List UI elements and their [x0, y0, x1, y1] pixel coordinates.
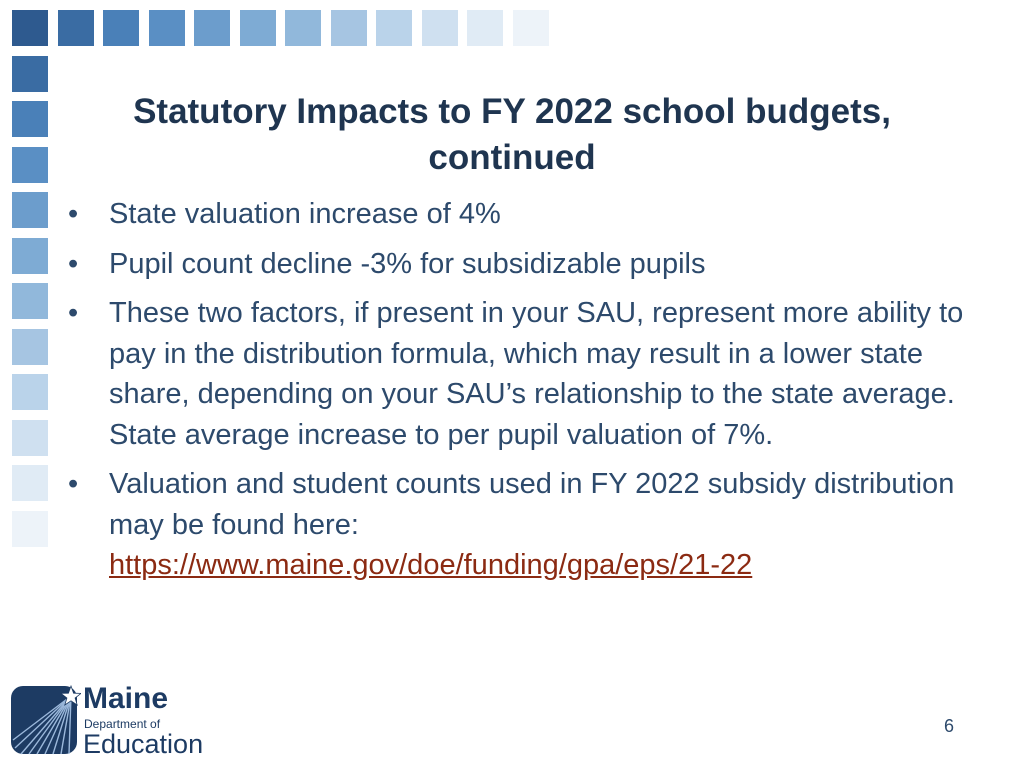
decor-square [513, 10, 549, 46]
decor-square [376, 10, 412, 46]
maine-doe-logo [11, 682, 231, 759]
bullet-item [68, 293, 988, 455]
decor-square [194, 10, 230, 46]
decor-square [12, 420, 48, 456]
decor-square [12, 374, 48, 410]
slide-title: Statutory Impacts to FY 2022 school budgets, continued [133, 92, 891, 178]
bullet-marker: • [68, 468, 79, 500]
bullet-marker: • [68, 297, 79, 329]
bullet-text: These two factors, if present in your SAU, represent more ability to pay in the distribution formula, which may result in a lower state share, depending on your SAU’s relationship to the state average. State average increase to per pupil valuation of 7%. [109, 297, 964, 451]
decor-square [240, 10, 276, 46]
bullet-text: Pupil count decline -3% for subsidizable pupils [109, 247, 706, 280]
decor-square [12, 238, 48, 274]
bullet-item [68, 194, 988, 235]
bullet-marker: • [68, 247, 79, 280]
decor-square [12, 511, 48, 547]
decor-square [331, 10, 367, 46]
star-rays-logo-icon [11, 684, 81, 756]
decor-square [103, 10, 139, 46]
bullet-text: State valuation increase of 4% [109, 198, 501, 230]
decor-square [12, 192, 48, 228]
decor-square [149, 10, 185, 46]
decor-square [58, 10, 94, 46]
logo-line-department: Department of [84, 717, 161, 731]
funding-data-link[interactable]: https://www.maine.gov/doe/funding/gpa/eps/21-22 [109, 549, 753, 581]
decor-square [12, 147, 48, 183]
decor-square [12, 10, 48, 46]
decor-square [12, 465, 48, 501]
decor-square [12, 101, 48, 137]
logo-line-education: Education [83, 729, 204, 759]
decor-square [12, 56, 48, 92]
bullet-list [68, 194, 988, 595]
page-number: 6 [944, 716, 955, 736]
decor-square [285, 10, 321, 46]
bullet-text: Valuation and student counts used in FY 2022 subsidy distribution may be found here: [109, 468, 955, 541]
bullet-item [68, 244, 988, 285]
decor-square [422, 10, 458, 46]
decor-square [12, 283, 48, 319]
bullet-marker: • [68, 198, 79, 230]
decor-square [12, 329, 48, 365]
decor-square [467, 10, 503, 46]
bullet-item [68, 464, 988, 586]
logo-line-maine: Maine [83, 682, 169, 715]
